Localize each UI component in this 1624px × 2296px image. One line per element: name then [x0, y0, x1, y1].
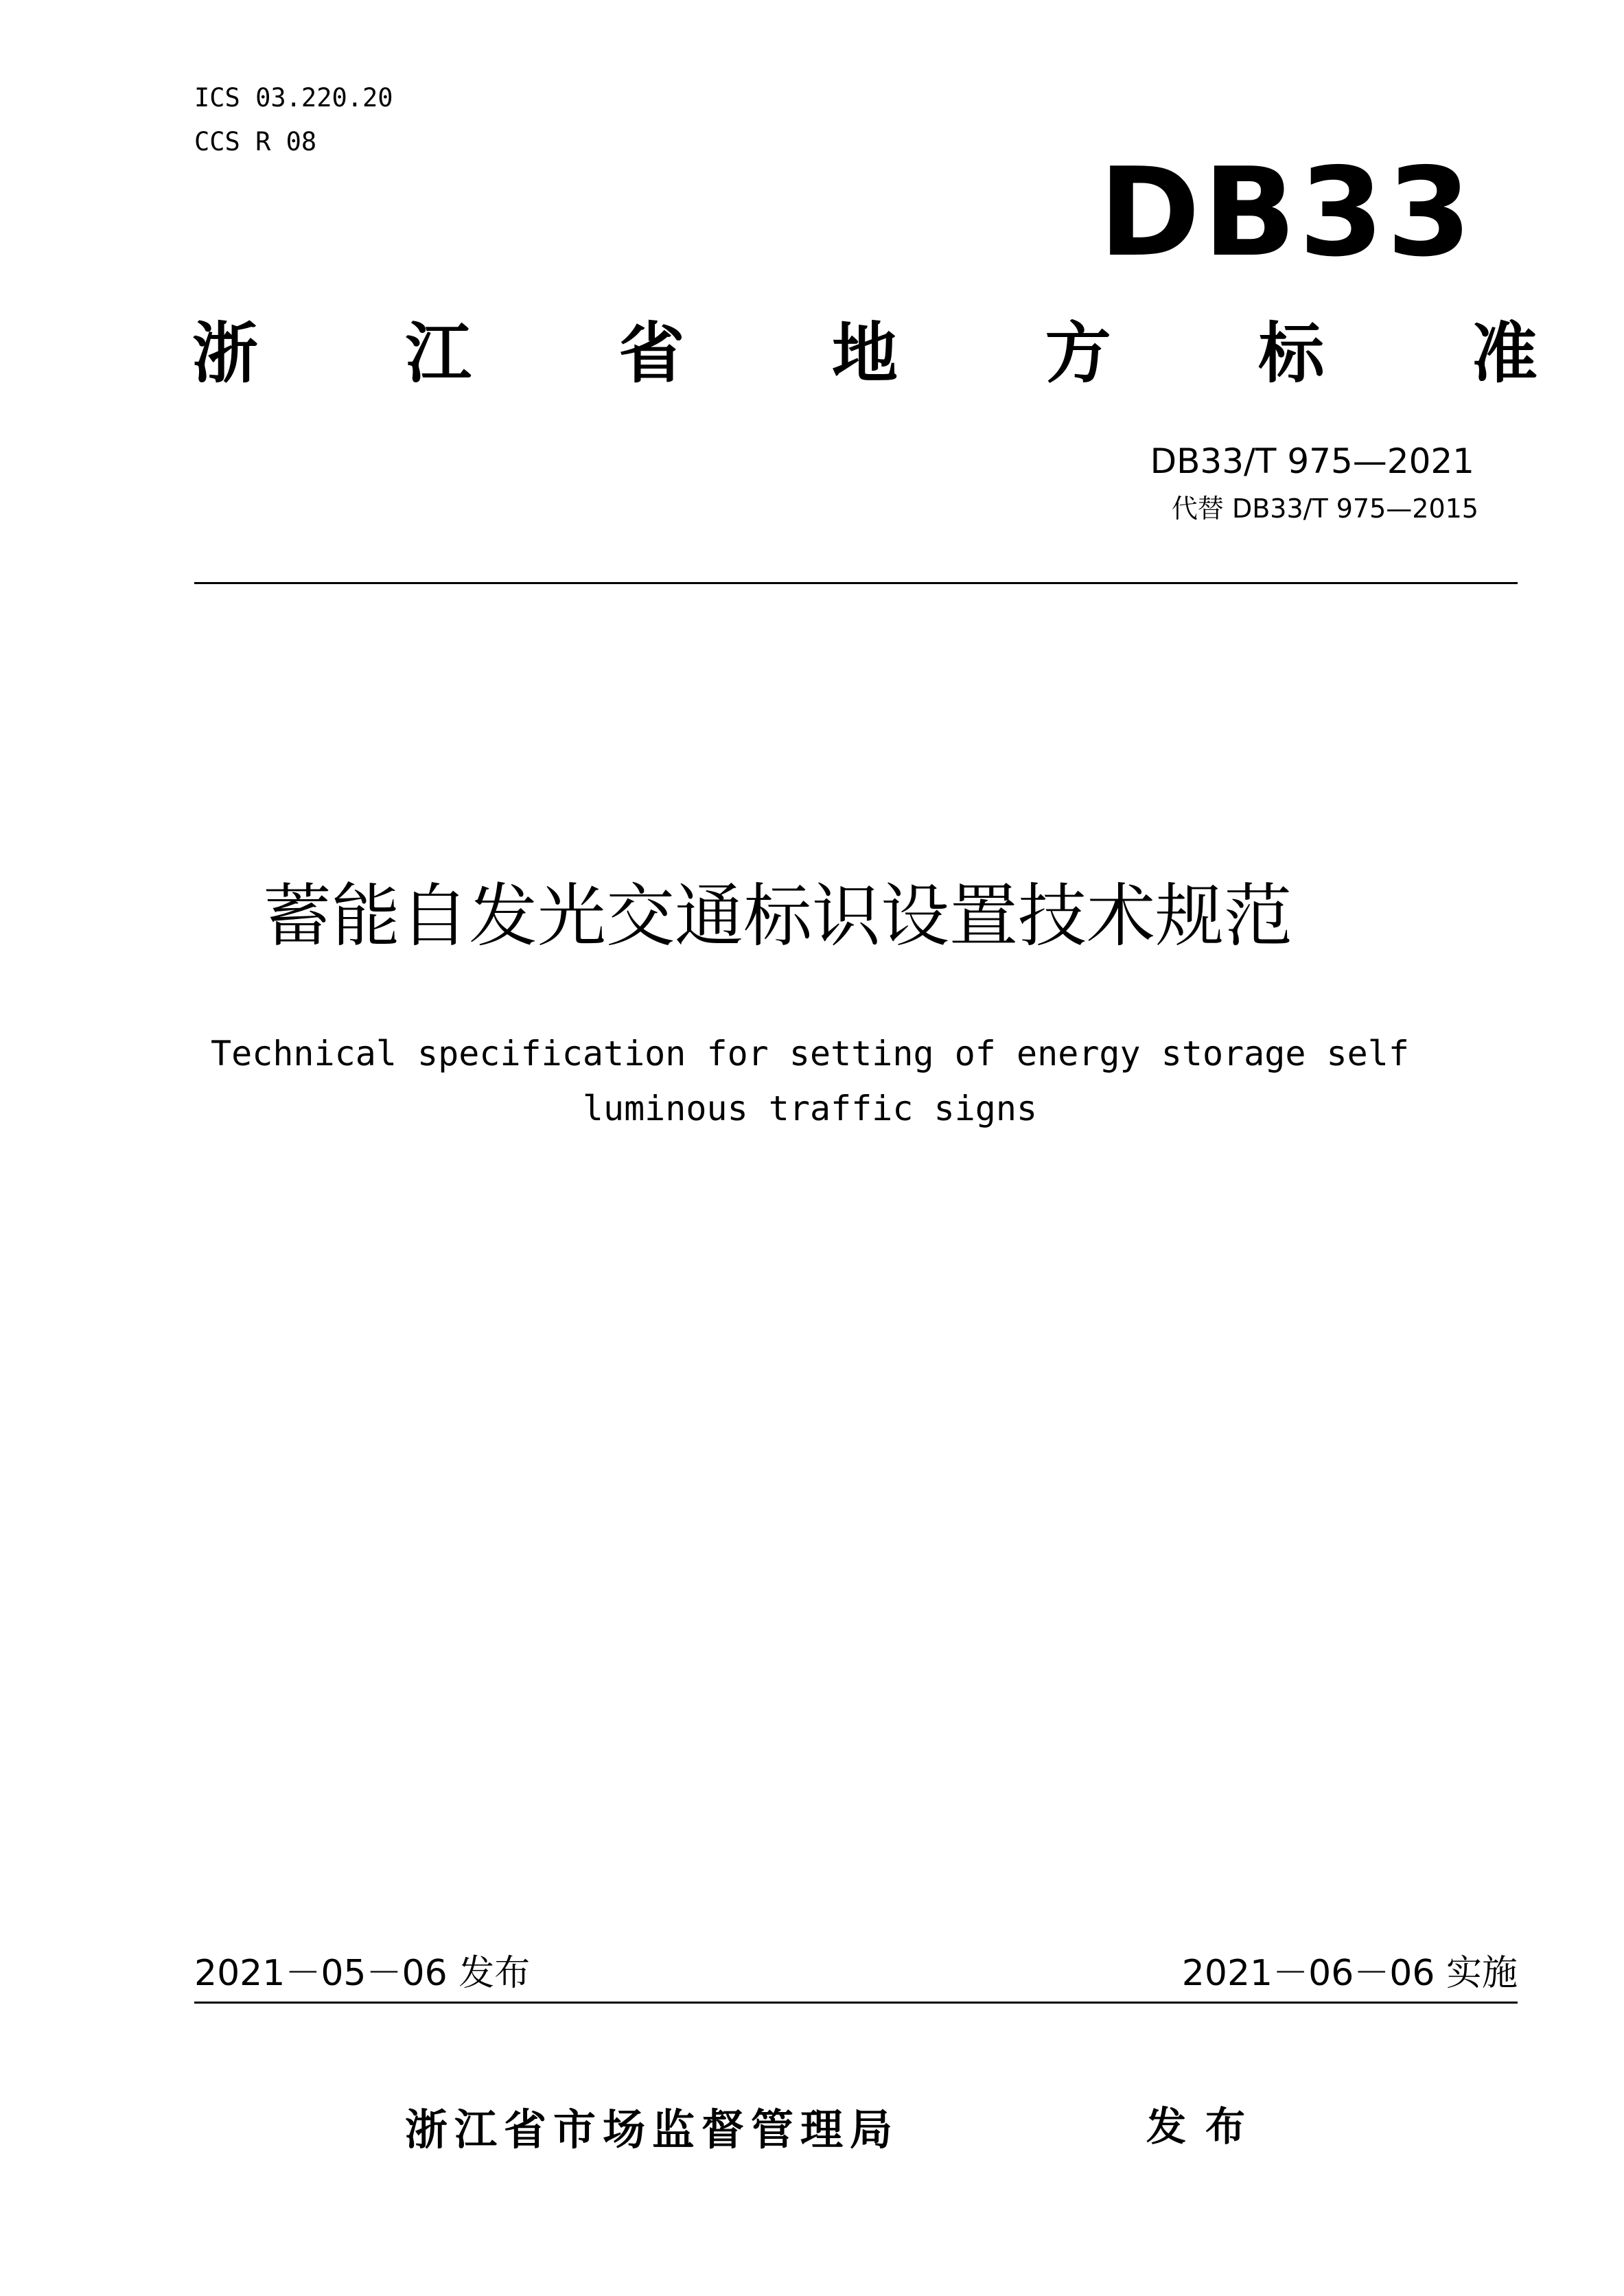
- document-title-zh-text: 蓄能自发光交通标识设置技术规范: [263, 876, 1292, 956]
- date-divider: [194, 2002, 1518, 2004]
- issuing-authority: 浙江省市场监督管理局: [405, 2104, 900, 2155]
- standard-type-char: 省: [618, 315, 685, 392]
- standard-type-char: 方: [1045, 315, 1111, 392]
- header-divider: [194, 582, 1518, 584]
- effective-date: 2021－06－06 实施: [1181, 1953, 1518, 1994]
- document-title-zh: [0, 872, 1624, 961]
- ccs-code: CCS R 08: [194, 127, 317, 156]
- standard-type-char: 准: [1471, 315, 1538, 392]
- standard-type-char: 地: [831, 315, 898, 392]
- standard-type-char: 浙: [192, 315, 258, 392]
- standard-type-char: 江: [405, 315, 472, 392]
- standard-number: DB33/T 975—2021: [1150, 441, 1474, 481]
- db-code-logo: DB33: [1098, 141, 1474, 283]
- standard-type-char: 标: [1258, 315, 1325, 392]
- publish-date: 2021－05－06 发布: [194, 1953, 531, 1994]
- replaced-standard: 代替 DB33/T 975—2015: [1171, 494, 1478, 524]
- document-title-en: Technical specification for setting of energy storage self luminous traffic signs: [211, 1034, 1409, 1128]
- standard-type-heading: [192, 312, 1538, 395]
- issue-label: 发布: [1146, 2103, 1265, 2150]
- ics-code: ICS 03.220.20: [194, 83, 393, 113]
